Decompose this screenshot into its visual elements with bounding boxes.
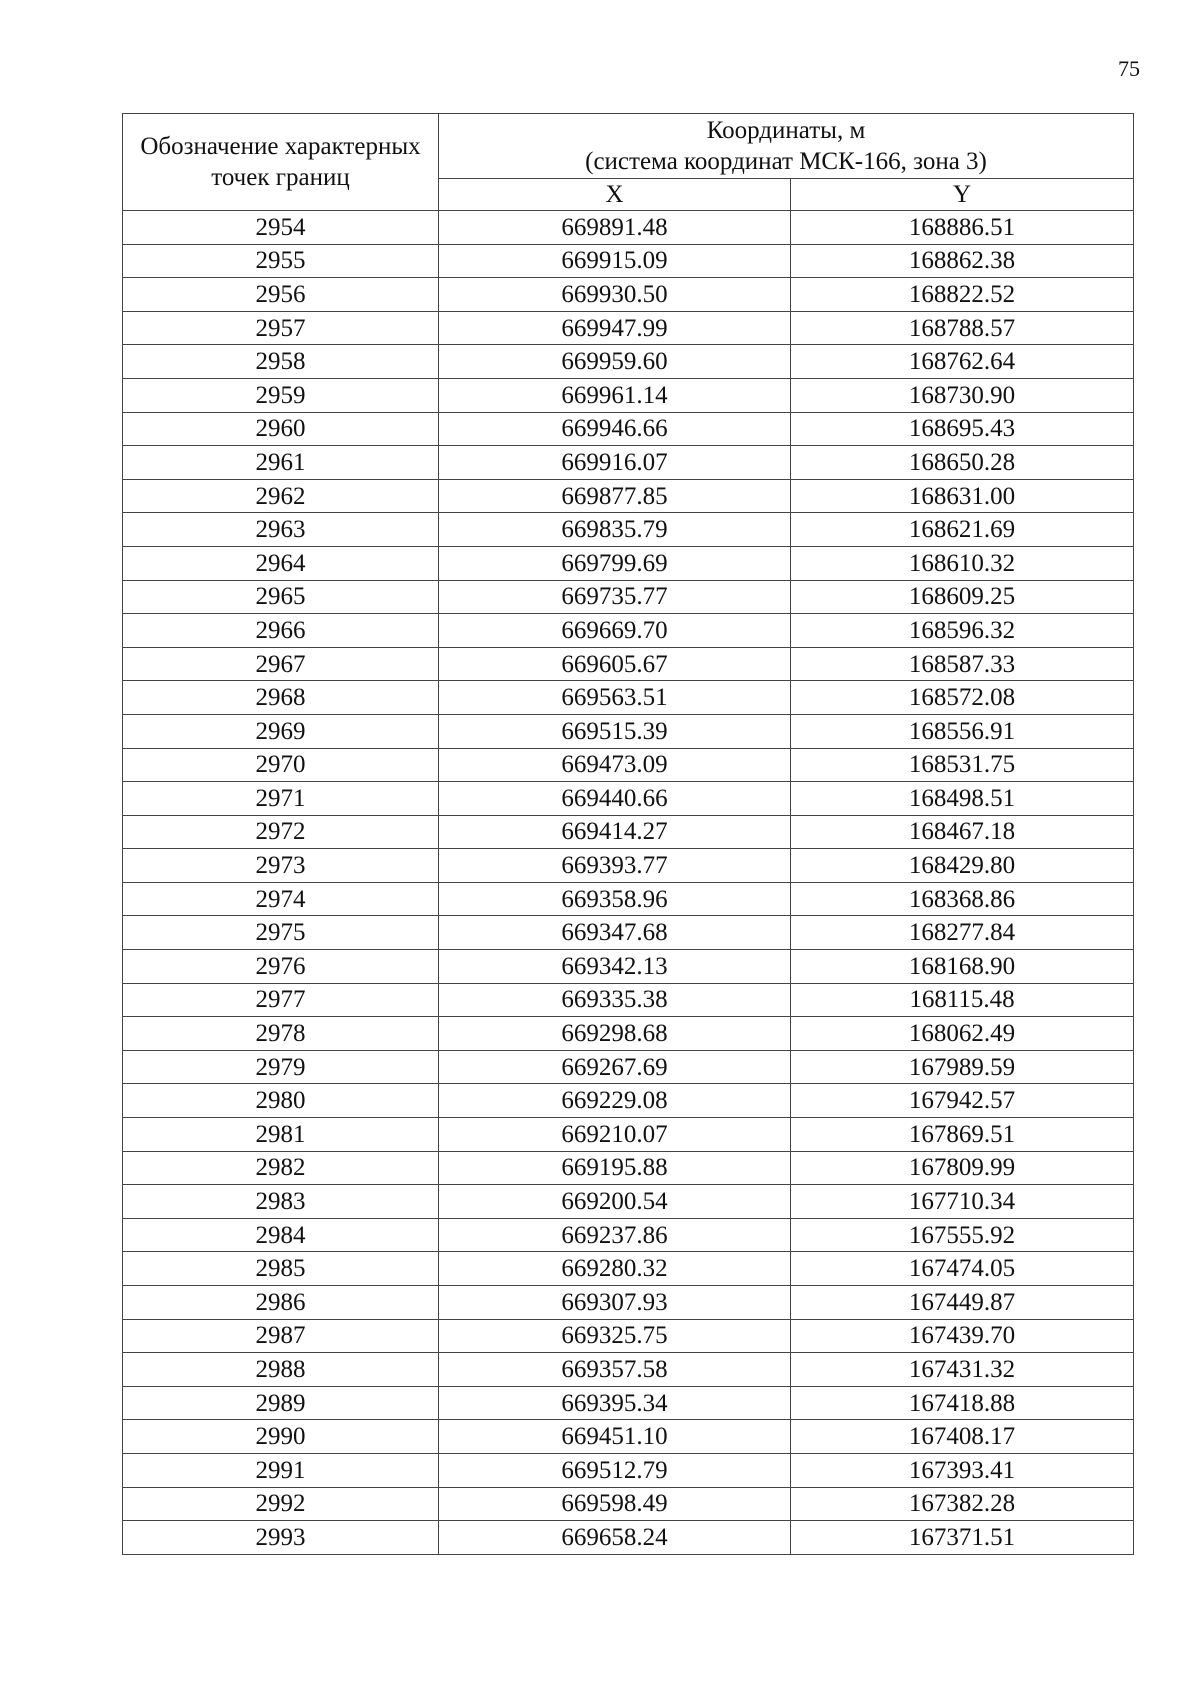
table-row [123,513,1134,547]
table-row [123,748,1134,782]
table-row [123,916,1134,950]
x-coordinate-cell: 669210.07 [439,1118,791,1152]
header-coordinate-system: (система координат МСК-166, зона 3) [585,148,987,175]
table-row [123,714,1134,748]
x-coordinate-cell: 669347.68 [439,916,791,950]
x-coordinate-cell: 669735.77 [439,580,791,614]
header-coordinates-title: Координаты, м [706,117,866,144]
table-row [123,1521,1134,1555]
point-id-cell: 2960 [123,412,439,446]
point-id-cell: 2962 [123,479,439,513]
table-row [123,614,1134,648]
y-coordinate-cell: 168650.28 [791,446,1134,480]
point-id-cell: 2971 [123,782,439,816]
y-coordinate-cell: 168886.51 [791,211,1134,245]
y-coordinate-cell: 168277.84 [791,916,1134,950]
x-coordinate-cell: 669451.10 [439,1420,791,1454]
x-coordinate-cell: 669563.51 [439,681,791,715]
y-coordinate-cell: 168596.32 [791,614,1134,648]
x-coordinate-cell: 669342.13 [439,950,791,984]
y-coordinate-cell: 167942.57 [791,1084,1134,1118]
y-coordinate-cell: 168368.86 [791,882,1134,916]
x-coordinate-cell: 669473.09 [439,748,791,782]
x-coordinate-cell: 669267.69 [439,1050,791,1084]
header-coordinates [439,114,1134,179]
x-coordinate-cell: 669335.38 [439,983,791,1017]
y-coordinate-cell: 168610.32 [791,546,1134,580]
point-id-cell: 2984 [123,1218,439,1252]
y-coordinate-cell: 167431.32 [791,1353,1134,1387]
table-row [123,1017,1134,1051]
table-row [123,815,1134,849]
x-coordinate-cell: 669961.14 [439,378,791,412]
x-coordinate-cell: 669959.60 [439,345,791,379]
point-id-cell: 2961 [123,446,439,480]
x-coordinate-cell: 669229.08 [439,1084,791,1118]
point-id-cell: 2964 [123,546,439,580]
table-row [123,479,1134,513]
table-row [123,546,1134,580]
y-coordinate-cell: 168498.51 [791,782,1134,816]
table-row [123,950,1134,984]
table-row [123,1286,1134,1320]
point-id-cell: 2991 [123,1453,439,1487]
table-row [123,378,1134,412]
y-coordinate-cell: 168115.48 [791,983,1134,1017]
x-coordinate-cell: 669598.49 [439,1487,791,1521]
y-coordinate-cell: 167439.70 [791,1319,1134,1353]
table-row [123,1353,1134,1387]
table-row [123,681,1134,715]
header-designation-text: Обозначение характерных точек границ [140,133,421,191]
table-row [123,1185,1134,1219]
y-coordinate-cell: 168621.69 [791,513,1134,547]
y-coordinate-cell: 167710.34 [791,1185,1134,1219]
point-id-cell: 2974 [123,882,439,916]
table-row [123,1050,1134,1084]
page-number: 75 [1118,56,1140,81]
table-row [123,1118,1134,1152]
x-coordinate-cell: 669669.70 [439,614,791,648]
point-id-cell: 2966 [123,614,439,648]
point-id-cell: 2981 [123,1118,439,1152]
point-id-cell: 2970 [123,748,439,782]
header-x: X [439,179,791,211]
y-coordinate-cell: 167408.17 [791,1420,1134,1454]
y-coordinate-cell: 168168.90 [791,950,1134,984]
y-coordinate-cell: 168587.33 [791,647,1134,681]
table-row [123,882,1134,916]
point-id-cell: 2967 [123,647,439,681]
y-coordinate-cell: 167418.88 [791,1386,1134,1420]
table-row [123,1487,1134,1521]
point-id-cell: 2958 [123,345,439,379]
table-row [123,1420,1134,1454]
x-coordinate-cell: 669947.99 [439,311,791,345]
header-row-main [123,114,1134,179]
y-coordinate-cell: 168531.75 [791,748,1134,782]
table-row [123,782,1134,816]
point-id-cell: 2993 [123,1521,439,1555]
x-coordinate-cell: 669799.69 [439,546,791,580]
point-id-cell: 2985 [123,1252,439,1286]
point-id-cell: 2977 [123,983,439,1017]
header-y: Y [791,179,1134,211]
x-coordinate-cell: 669440.66 [439,782,791,816]
table-header [123,114,1134,211]
table-row [123,1151,1134,1185]
point-id-cell: 2959 [123,378,439,412]
point-id-cell: 2973 [123,849,439,883]
y-coordinate-cell: 167371.51 [791,1521,1134,1555]
point-id-cell: 2987 [123,1319,439,1353]
x-coordinate-cell: 669658.24 [439,1521,791,1555]
table-row [123,1319,1134,1353]
x-coordinate-cell: 669358.96 [439,882,791,916]
table-row [123,849,1134,883]
x-coordinate-cell: 669605.67 [439,647,791,681]
y-coordinate-cell: 167393.41 [791,1453,1134,1487]
y-coordinate-cell: 167989.59 [791,1050,1134,1084]
y-coordinate-cell: 168572.08 [791,681,1134,715]
y-coordinate-cell: 168762.64 [791,345,1134,379]
y-coordinate-cell: 167555.92 [791,1218,1134,1252]
point-id-cell: 2983 [123,1185,439,1219]
table-row [123,412,1134,446]
point-id-cell: 2988 [123,1353,439,1387]
x-coordinate-cell: 669395.34 [439,1386,791,1420]
x-coordinate-cell: 669515.39 [439,714,791,748]
table-row [123,1252,1134,1286]
y-coordinate-cell: 168822.52 [791,278,1134,312]
x-coordinate-cell: 669357.58 [439,1353,791,1387]
point-id-cell: 2982 [123,1151,439,1185]
y-coordinate-cell: 168788.57 [791,311,1134,345]
y-coordinate-cell: 167449.87 [791,1286,1134,1320]
point-id-cell: 2979 [123,1050,439,1084]
y-coordinate-cell: 167474.05 [791,1252,1134,1286]
table-row [123,1386,1134,1420]
table-row [123,1453,1134,1487]
table-body [123,211,1134,1555]
point-id-cell: 2963 [123,513,439,547]
y-coordinate-cell: 167869.51 [791,1118,1134,1152]
table-row [123,1084,1134,1118]
y-coordinate-cell: 167382.28 [791,1487,1134,1521]
table-row [123,580,1134,614]
table-row [123,1218,1134,1252]
point-id-cell: 2976 [123,950,439,984]
x-coordinate-cell: 669877.85 [439,479,791,513]
header-designation [123,114,439,211]
y-coordinate-cell: 168862.38 [791,244,1134,278]
point-id-cell: 2955 [123,244,439,278]
point-id-cell: 2972 [123,815,439,849]
point-id-cell: 2980 [123,1084,439,1118]
coordinates-table [122,113,1134,1555]
x-coordinate-cell: 669835.79 [439,513,791,547]
x-coordinate-cell: 669298.68 [439,1017,791,1051]
y-coordinate-cell: 167809.99 [791,1151,1134,1185]
y-coordinate-cell: 168467.18 [791,815,1134,849]
point-id-cell: 2969 [123,714,439,748]
x-coordinate-cell: 669930.50 [439,278,791,312]
table-row [123,278,1134,312]
point-id-cell: 2954 [123,211,439,245]
point-id-cell: 2975 [123,916,439,950]
x-coordinate-cell: 669280.32 [439,1252,791,1286]
point-id-cell: 2990 [123,1420,439,1454]
x-coordinate-cell: 669195.88 [439,1151,791,1185]
point-id-cell: 2956 [123,278,439,312]
x-coordinate-cell: 669414.27 [439,815,791,849]
x-coordinate-cell: 669512.79 [439,1453,791,1487]
x-coordinate-cell: 669891.48 [439,211,791,245]
x-coordinate-cell: 669237.86 [439,1218,791,1252]
table-row [123,647,1134,681]
y-coordinate-cell: 168730.90 [791,378,1134,412]
point-id-cell: 2989 [123,1386,439,1420]
point-id-cell: 2957 [123,311,439,345]
x-coordinate-cell: 669307.93 [439,1286,791,1320]
point-id-cell: 2986 [123,1286,439,1320]
point-id-cell: 2978 [123,1017,439,1051]
table-row [123,211,1134,245]
y-coordinate-cell: 168062.49 [791,1017,1134,1051]
x-coordinate-cell: 669946.66 [439,412,791,446]
x-coordinate-cell: 669915.09 [439,244,791,278]
point-id-cell: 2992 [123,1487,439,1521]
x-coordinate-cell: 669393.77 [439,849,791,883]
point-id-cell: 2968 [123,681,439,715]
point-id-cell: 2965 [123,580,439,614]
table-row [123,244,1134,278]
table-row [123,446,1134,480]
y-coordinate-cell: 168695.43 [791,412,1134,446]
table-row [123,311,1134,345]
y-coordinate-cell: 168429.80 [791,849,1134,883]
x-coordinate-cell: 669200.54 [439,1185,791,1219]
y-coordinate-cell: 168609.25 [791,580,1134,614]
y-coordinate-cell: 168556.91 [791,714,1134,748]
x-coordinate-cell: 669325.75 [439,1319,791,1353]
table-row [123,983,1134,1017]
table-row [123,345,1134,379]
y-coordinate-cell: 168631.00 [791,479,1134,513]
x-coordinate-cell: 669916.07 [439,446,791,480]
